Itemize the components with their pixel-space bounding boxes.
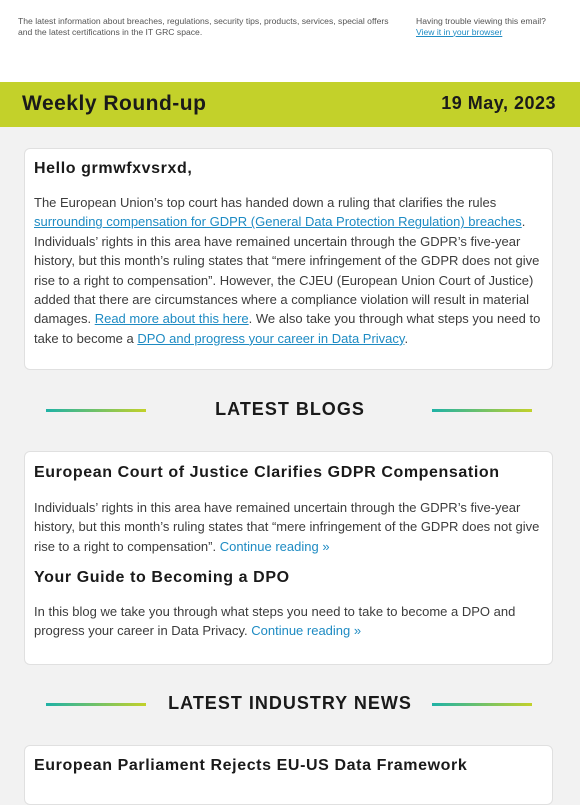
view-in-browser-link[interactable]: View it in your browser: [416, 26, 503, 37]
greeting-text-3: . We also take you through what steps you need to take to become a: [34, 311, 541, 346]
trouble-viewing-text: Having trouble viewing this email?: [416, 16, 546, 26]
continue-reading-link[interactable]: Continue reading »: [219, 538, 330, 554]
greeting-text-2: . Individuals’ rights in this area have remained uncertain through the GDPR’s five-year history, but this month’s ruling states that “mere infringement of the GDPR does not give rise to a right to compensation”. However, the CJEU (European Union Court of Justice) added that there are circumstances where a compliance violation will result in material damages.: [34, 214, 540, 327]
header-banner: [0, 82, 580, 127]
greeting-text-4: .: [404, 330, 409, 346]
newsletter-title: Weekly Round-up: [22, 92, 207, 115]
divider-line-right: [432, 703, 532, 706]
blog-excerpt-text: In this blog we take you through what steps you need to take to become a DPO and progress your career in Data Privacy.: [34, 604, 516, 639]
greeting-body: [34, 193, 542, 348]
preheader: [0, 0, 580, 82]
section-title: LATEST INDUSTRY NEWS: [168, 693, 412, 713]
news-title[interactable]: European Parliament Rejects EU-US Data Framework: [34, 757, 468, 774]
latest-blogs-heading: [0, 397, 580, 423]
continue-reading-link[interactable]: Continue reading »: [251, 623, 362, 639]
blog-title[interactable]: Your Guide to Becoming a DPO: [34, 569, 290, 586]
divider-line-right: [432, 409, 532, 412]
blog-excerpt-text: Individuals’ rights in this area have remained uncertain through the GDPR’s five-year history, but this month’s ruling states that “mere infringement of the GDPR does not give rise to a right to compensation”.: [34, 500, 540, 554]
read-more-link[interactable]: Read more about this here: [94, 311, 249, 327]
greeting-text-1: The European Union’s top court has handed down a ruling that clarifies the rules: [34, 195, 497, 210]
greeting-title: Hello grmwfxvsrxd,: [34, 160, 193, 177]
blog-title[interactable]: European Court of Justice Clarifies GDPR Compensation: [34, 464, 500, 481]
dpo-career-link[interactable]: DPO and progress your career in Data Privacy: [137, 330, 405, 346]
industry-news-heading: [0, 691, 580, 717]
newsletter-date: 19 May, 2023: [441, 93, 556, 113]
blog-excerpt: [34, 602, 542, 641]
blog-excerpt: [34, 498, 542, 556]
section-title: LATEST BLOGS: [215, 399, 365, 419]
preheader-view-online: [416, 16, 566, 37]
preheader-intro: The latest information about breaches, regulations, security tips, products, services, special offers and the latest certifications in the IT GRC space.: [18, 16, 389, 37]
blogs-card: [24, 451, 553, 665]
greeting-card: [24, 148, 553, 370]
gdpr-compensation-link[interactable]: surrounding compensation for GDPR (General Data Protection Regulation) breaches: [34, 214, 522, 230]
news-card: [24, 745, 553, 805]
